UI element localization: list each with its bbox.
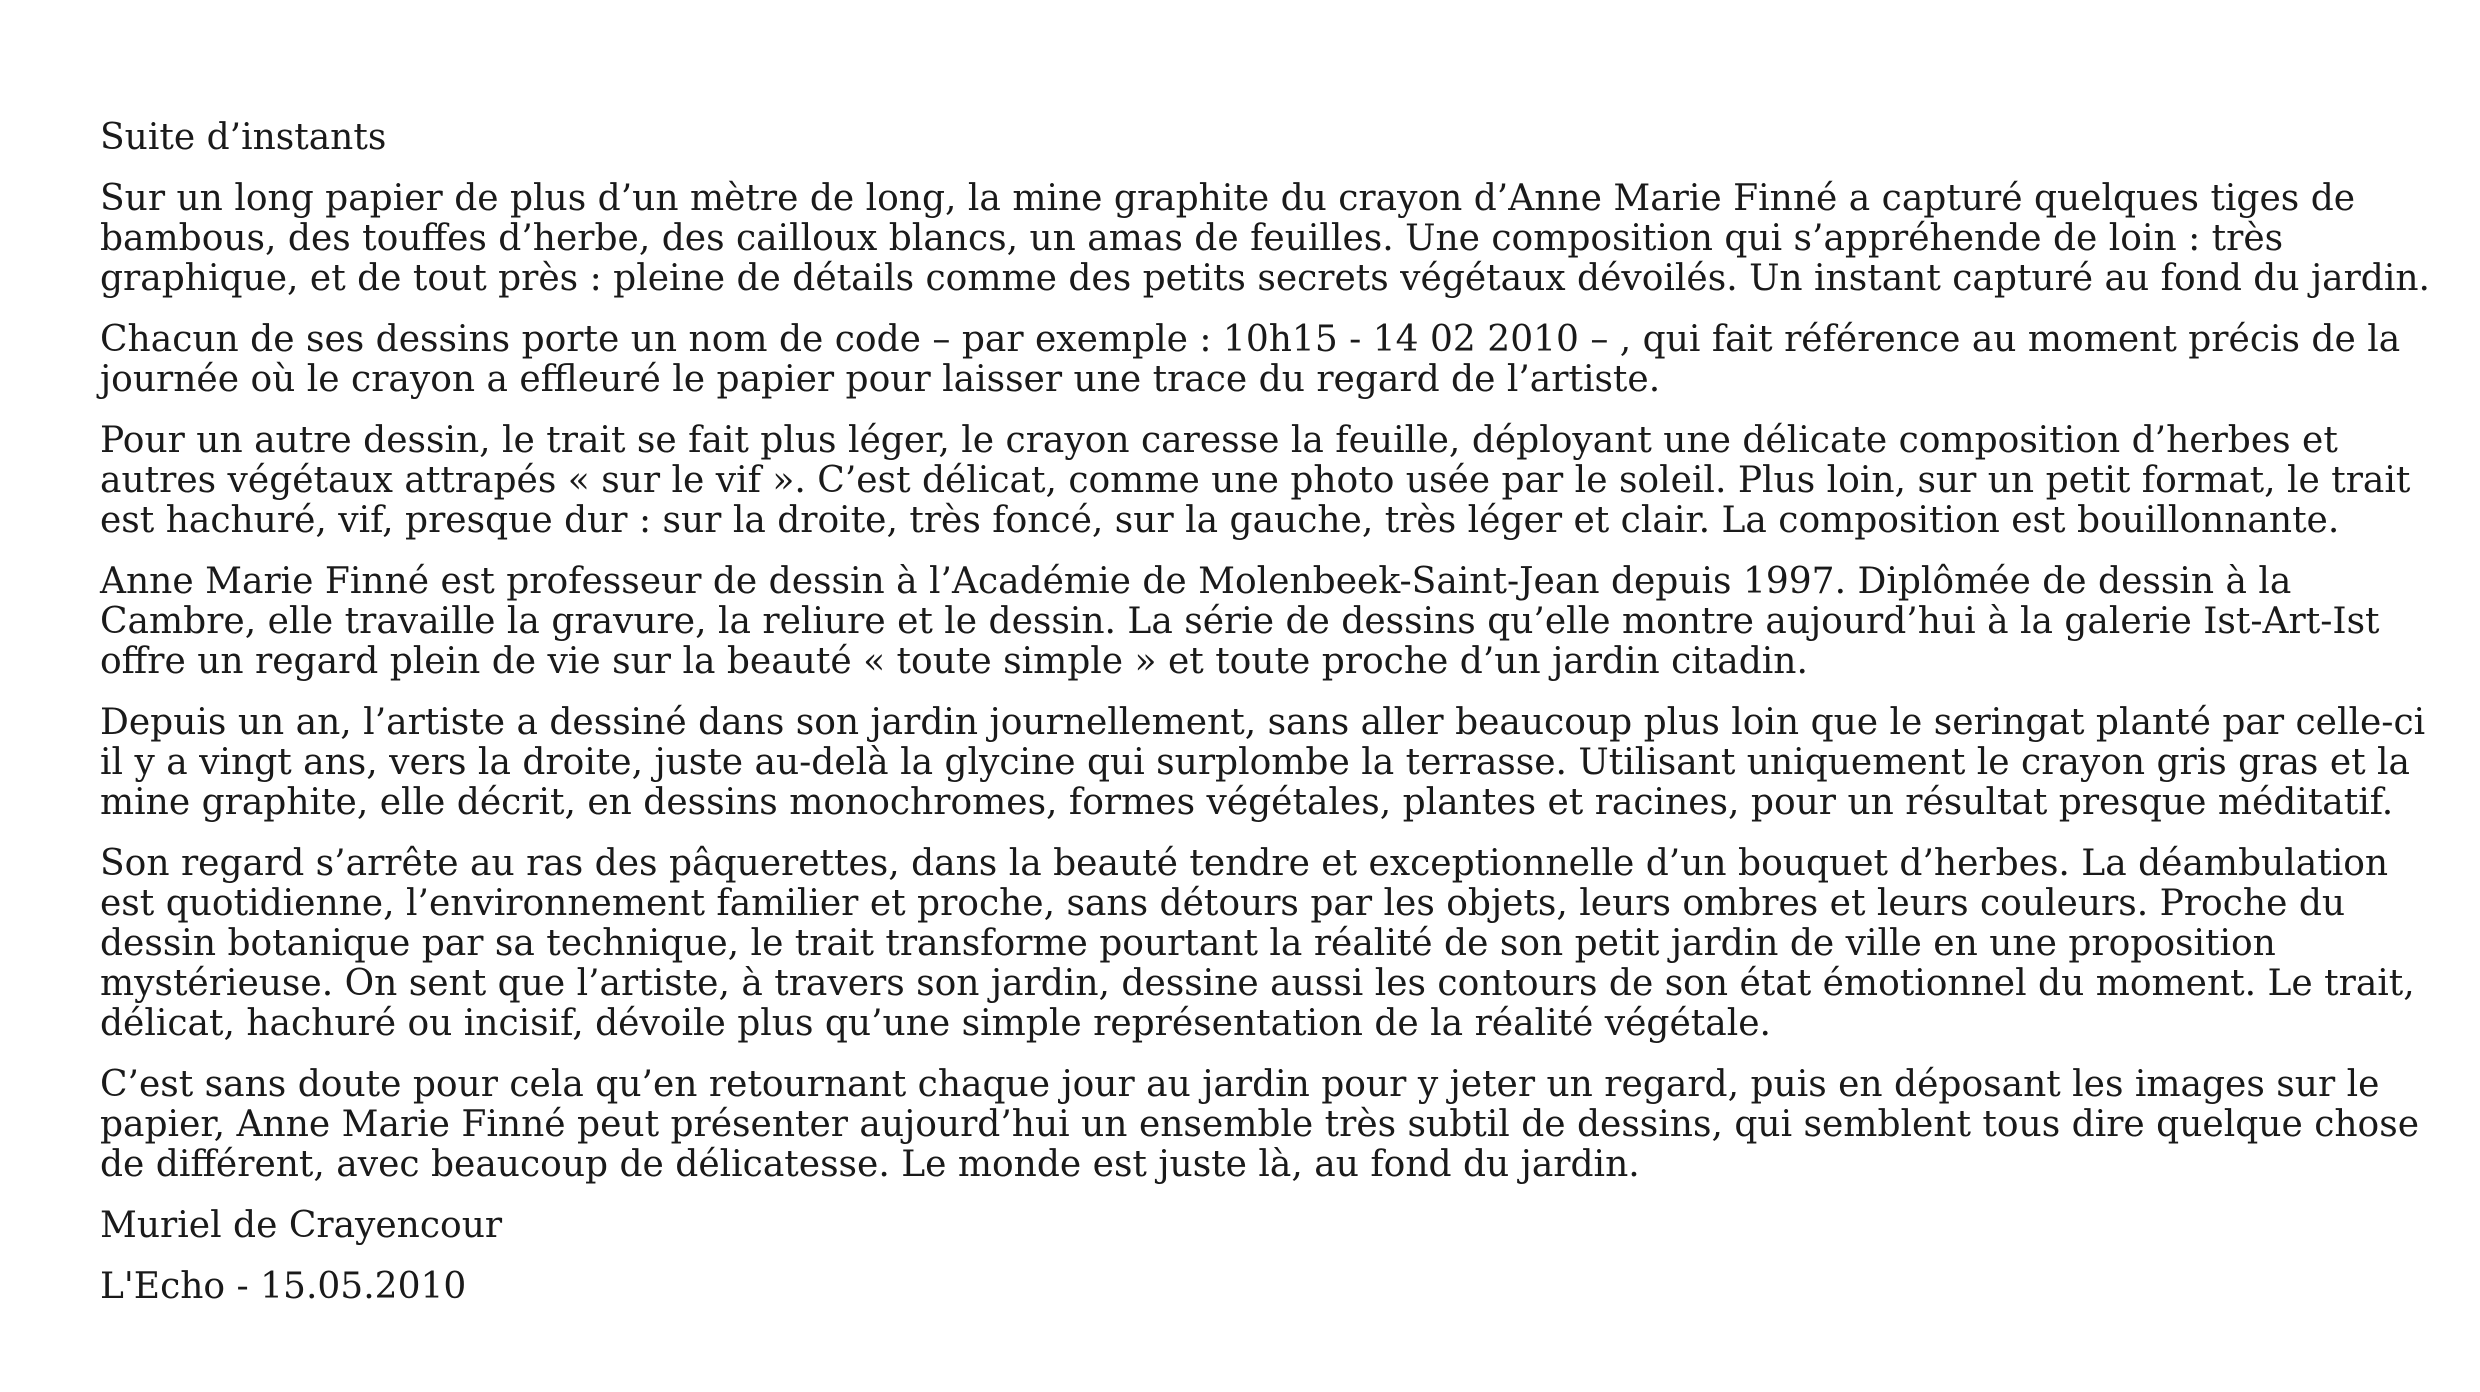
article [100,118,2450,1328]
article-paragraph-3: Pour un autre dessin, le trait se fait plus léger, le crayon caresse la feuille, déployant une délicate composition d’herbes et autres végétaux attrapés « sur le vif ». C’est délicat, comme une photo usée par le soleil. Plus loin, sur un petit format, le trait est hachuré, vif, presque dur : sur la droite, très foncé, sur la gauche, très léger et clair. La composition est bouillonnante. [100,420,2411,541]
article-paragraph-5: Depuis un an, l’artiste a dessiné dans son jardin journellement, sans aller beaucoup plus loin que le seringat planté par celle-ci il y a vingt ans, vers la droite, juste au-delà la glycine qui surplombe la terrasse. Utilisant uniquement le crayon gris gras et la mine graphite, elle décrit, en dessins monochromes, formes végétales, plantes et racines, pour un résultat presque méditatif. [100,702,2426,823]
article-author: Muriel de Crayencour [100,1205,503,1246]
article-paragraph-1: Sur un long papier de plus d’un mètre de long, la mine graphite du crayon d’Anne Marie Finné a capturé quelques tiges de bambous, des touffes d’herbe, des cailloux blancs, un amas de feuilles. Une composition qui s’appréhende de loin : très graphique, et de tout près : pleine de détails comme des petits secrets végétaux dévoilés. Un instant capturé au fond du jardin. [100,178,2430,299]
article-title: Suite d’instants [100,117,387,158]
article-paragraph-7: C’est sans doute pour cela qu’en retournant chaque jour au jardin pour y jeter un regard, puis en déposant les images sur le papier, Anne Marie Finné peut présenter aujourd’hui un ensemble très subtil de dessins, qui semblent tous dire quelque chose de différent, avec beaucoup de délicatesse. Le monde est juste là, au fond du jardin. [100,1064,2419,1185]
article-paragraph-2: Chacun de ses dessins porte un nom de code – par exemple : 10h15 - 14 02 2010 – , qui fait référence au moment précis de la journée où le crayon a effleuré le papier pour laisser une trace du regard de l’artiste. [100,319,2401,400]
article-paragraph-4: Anne Marie Finné est professeur de dessin à l’Académie de Molenbeek-Saint-Jean depuis 1997. Diplômée de dessin à la Cambre, elle travaille la gravure, la reliure et le dessin. La série de dessins qu’elle montre aujourd’hui à la galerie Ist-Art-Ist offre un regard plein de vie sur la beauté « toute simple » et toute proche d’un jardin citadin. [100,561,2380,682]
article-paragraph-6: Son regard s’arrête au ras des pâquerettes, dans la beauté tendre et exceptionnelle d’un bouquet d’herbes. La déambulation est quotidienne, l’environnement familier et proche, sans détours par les objets, leurs ombres et leurs couleurs. Proche du dessin botanique par sa technique, le trait transforme pourtant la réalité de son petit jardin de ville en une proposition mystérieuse. On sent que l’artiste, à travers son jardin, dessine aussi les contours de son état émotionnel du moment. Le trait, délicat, hachuré ou incisif, dévoile plus qu’une simple représentation de la réalité végétale. [100,843,2415,1044]
article-source: L'Echo - 15.05.2010 [100,1266,467,1307]
